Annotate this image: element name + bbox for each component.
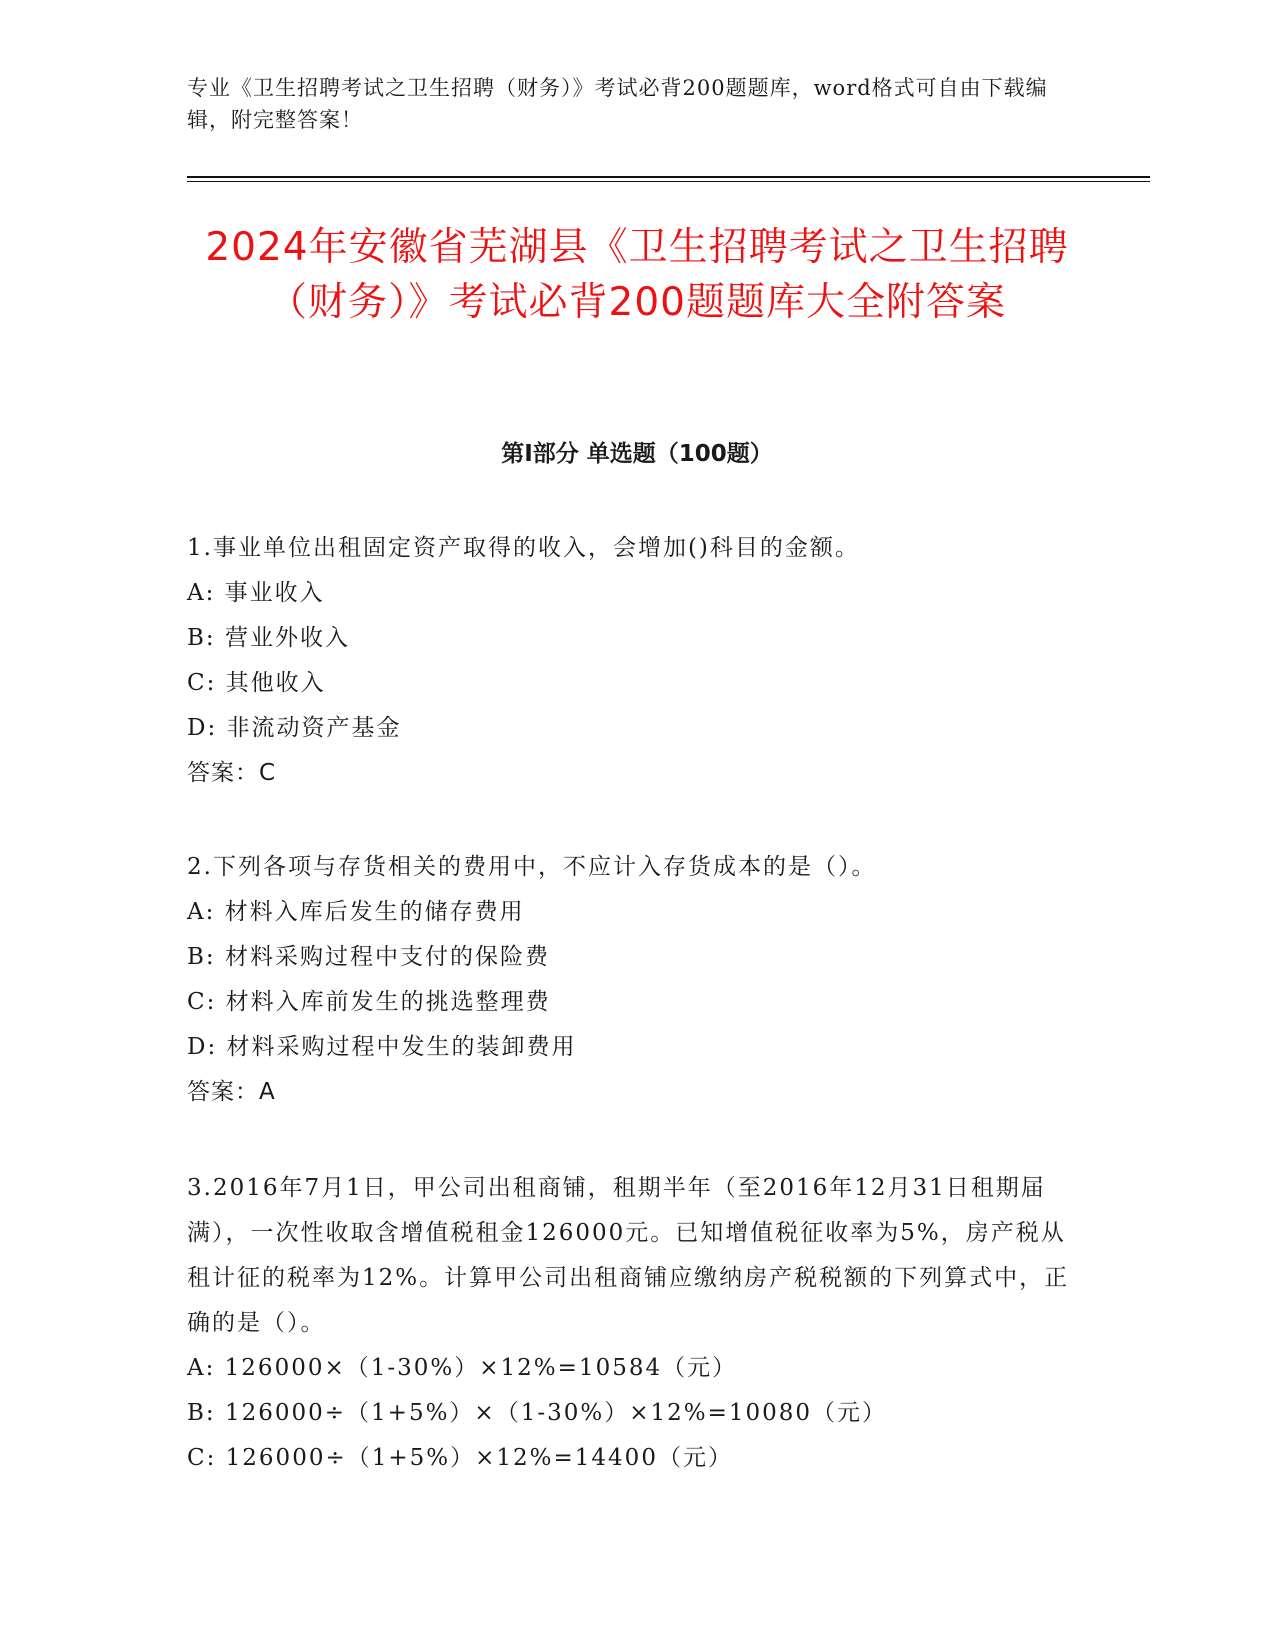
question-3 [187, 1166, 1077, 1481]
option-a: A: 材料入库后发生的储存费用 [187, 899, 525, 925]
question-1 [187, 526, 1077, 796]
answer: 答案：A [187, 1079, 276, 1105]
header-note: 专业《卫生招聘考试之卫生招聘（财务）》考试必背200题题库，word格式可自由下载编辑，附完整答案！ [187, 76, 1048, 132]
option-d: D: 非流动资产基金 [187, 715, 402, 741]
document-title: 2024年安徽省芜湖县《卫生招聘考试之卫生招聘（财务）》考试必背200题题库大全附答案 [205, 225, 1069, 325]
option-a: A: 126000×（1-30%）×12%=10584（元） [187, 1355, 738, 1381]
question-2 [187, 845, 1077, 1115]
answer: 答案：C [187, 760, 277, 786]
option-a: A: 事业收入 [187, 580, 325, 606]
option-c: C: 材料入库前发生的挑选整理费 [187, 989, 551, 1015]
section-heading: 第I部分 单选题（100题） [501, 441, 773, 467]
option-b: B: 材料采购过程中支付的保险费 [187, 944, 550, 970]
option-c: C: 其他收入 [187, 670, 326, 696]
header-divider-thin [187, 181, 1150, 182]
option-b: B: 126000÷（1+5%）×（1-30%）×12%=10080（元） [187, 1400, 888, 1426]
question-stem: 2.下列各项与存货相关的费用中，不应计入存货成本的是（）。 [187, 854, 877, 880]
option-b: B: 营业外收入 [187, 625, 350, 651]
question-stem: 3.2016年7月1日，甲公司出租商铺，租期半年（至2016年12月31日租期届满），一次性收取含增值税租金126000元。已知增值税征收率为5%，房产税从租计征的税率为12%。计算甲公司出租商铺应缴纳房产税税额的下列算式中，正确的是（）。 [187, 1175, 1070, 1336]
question-stem: 1.事业单位出租固定资产取得的收入，会增加()科目的金额。 [187, 535, 860, 561]
option-c: C: 126000÷（1+5%）×12%=14400（元） [187, 1445, 733, 1471]
option-d: D: 材料采购过程中发生的装卸费用 [187, 1034, 577, 1060]
header-divider-thick [187, 176, 1150, 178]
